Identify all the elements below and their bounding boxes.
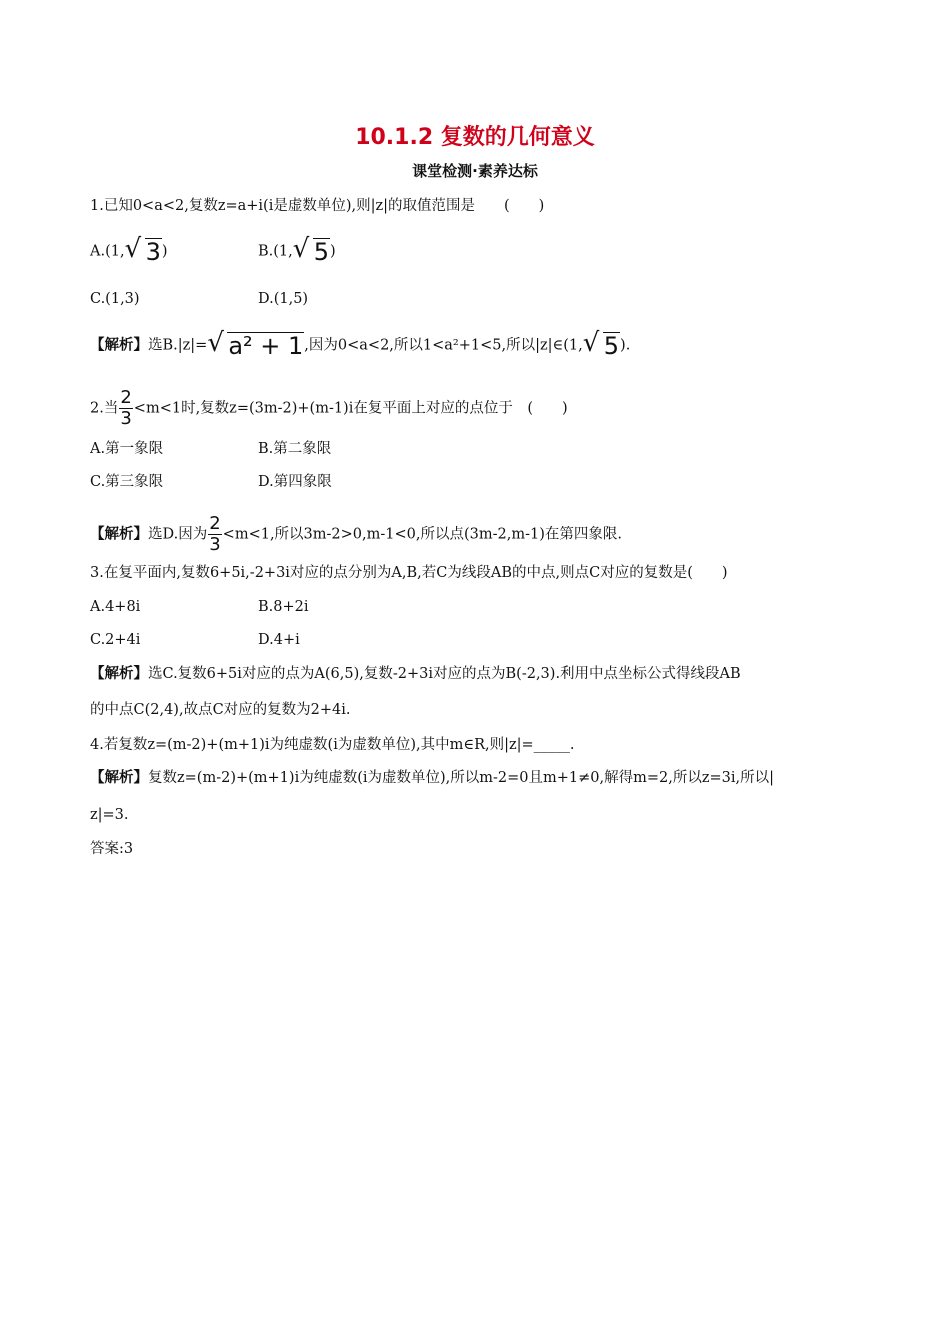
q3-option-c[interactable]: C.2+4i [90,632,141,648]
q3-analysis-line2: 的中点C(2,4),故点C对应的复数为2+4i. [90,702,351,718]
page-subtitle: 课堂检测·素养达标 [412,162,538,180]
analysis-text: 选D.因为 [148,526,208,543]
q2-stem [90,388,568,429]
sqrt-symbol: √ 5 [292,234,330,266]
q4-stem: 4.若复数z=(m-2)+(m+1)i为纯虚数(i为虚数单位),其中m∈R,则|z|=_____. [90,737,575,753]
q2-option-b[interactable]: B.第二象限 [258,441,332,457]
fraction-denominator: 3 [209,534,221,555]
q1-option-b-close: ) [330,243,336,260]
radicand: a² + 1 [228,332,304,360]
q3-option-b[interactable]: B.8+2i [258,599,309,615]
analysis-text: ). [620,337,631,354]
q1-option-a-close: ) [161,243,168,260]
analysis-text: 选B.|z|= [148,337,208,354]
q1-option-b[interactable] [258,234,336,266]
q1-option-d[interactable]: D.(1,5) [258,291,309,307]
q2-option-a[interactable]: A.第一象限 [90,441,164,457]
q1-option-a[interactable] [90,234,168,266]
fraction-denominator: 3 [120,408,132,429]
q2-analysis [90,514,622,555]
sqrt-symbol: √ 5 [582,328,620,360]
q3-stem: 3.在复平面内,复数6+5i,-2+3i对应的点分别为A,B,若C为线段AB的中点,则点C对应的复数是( ) [90,565,728,581]
fraction-numerator: 2 [209,513,221,534]
q3-analysis-line1 [90,664,741,684]
analysis-text: 选C.复数6+5i对应的点为A(6,5),复数-2+3i对应的点为B(-2,3).利用中点坐标公式得线段AB [148,666,741,682]
page-title: 10.1.2 复数的几何意义 [355,125,595,150]
radicand: 5 [603,332,620,360]
sqrt-symbol: √ 3 [124,234,161,266]
radicand: 3 [145,238,161,266]
q1-stem: 1.已知0<a<2,复数z=a+i(i是虚数单位),则|z|的取值范围是 ( ) [90,198,545,214]
radicand: 5 [313,238,330,266]
q4-analysis-line2: z|=3. [90,807,129,823]
analysis-tag: 【解析】 [90,665,148,682]
q2-option-d[interactable]: D.第四象限 [258,474,332,490]
q1-option-a-text: A.(1, [90,243,125,260]
analysis-text: <m<1,所以3m-2>0,m-1<0,所以点(3m-2,m-1)在第四象限. [222,526,623,543]
q2-option-c[interactable]: C.第三象限 [90,474,164,490]
analysis-tag: 【解析】 [90,525,148,543]
q4-answer: 答案:3 [90,841,134,857]
analysis-tag: 【解析】 [90,769,148,786]
sqrt-symbol: √ a² + 1 [207,328,304,360]
q3-option-a[interactable]: A.4+8i [90,599,141,615]
fraction [119,388,132,429]
q3-option-d[interactable]: D.4+i [258,632,300,648]
fraction-numerator: 2 [120,387,132,408]
q4-analysis-line1 [90,768,774,788]
q1-option-c[interactable]: C.(1,3) [90,291,140,307]
q2-stem-text: 2.当 [90,400,119,417]
q1-analysis [90,328,631,360]
fraction [208,514,221,555]
analysis-text: ,因为0<a<2,所以1<a²+1<5,所以|z|∈(1, [304,337,583,354]
analysis-text: 复数z=(m-2)+(m+1)i为纯虚数(i为虚数单位),所以m-2=0且m+1≠0,解得m=2,所以z=3i,所以| [148,770,774,786]
analysis-tag: 【解析】 [90,336,148,354]
q2-stem-text: <m<1时,复数z=(3m-2)+(m-1)i在复平面上对应的点位于 ( ) [133,400,568,417]
q1-option-b-text: B.(1, [258,243,293,260]
